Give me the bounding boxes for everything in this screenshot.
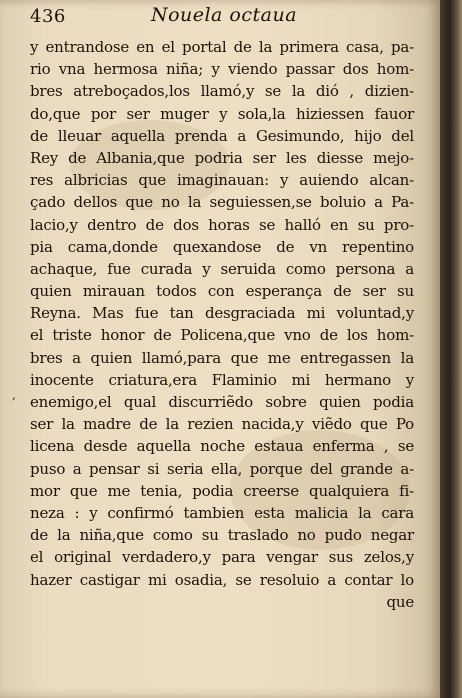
text-line: quien mirauan todos con esperança de ser su [30,282,414,301]
text-line: bres a quien llamó,para que me entregassen la [30,348,414,367]
margin-mark: , [12,388,16,402]
text-line: pia cama,donde quexandose de vn repentino [30,237,414,256]
text-line: Rey de Albania,que podria ser les diesse mejo- [30,148,414,167]
text-line: do,que por ser muger y sola,la hiziessen fauor [30,104,414,123]
text-line: Reyna. Mas fue tan desgraciada mi voluntad,y [30,304,414,323]
body-text [30,36,414,613]
text-line: hazer castigar mi osadia, se resoluio a contar lo [30,570,414,589]
text-line: y entrandose en el portal de la primera casa, pa- [30,38,414,56]
text-line: achaque, fue curada y seruida como persona a [30,259,414,278]
text-line: res albricias que imaginauan: y auiendo alcan- [30,171,414,190]
page-number: 436 [30,6,66,27]
text-line: el original verdadero,y para vengar sus zelos,y [30,548,414,567]
text-line: rio vna hermosa niña; y viendo passar dos hom- [30,60,414,79]
text-line: neza : y confirmó tambien esta malicia la cara [30,503,414,522]
text-line: mor que me tenia, podia creerse qualquiera fi- [30,481,414,500]
text-line: de lleuar aquella prenda a Gesimundo, hijo del [30,126,414,145]
text-line: lacio,y dentro de dos horas se halló en su pro- [30,215,414,234]
text-line: puso a pensar si seria ella, porque del grande a- [30,459,414,478]
catchword: que [386,592,414,611]
book-gutter [440,0,462,698]
page-header [30,4,418,30]
text-line: el triste honor de Policena,que vno de los hom- [30,326,414,345]
text-line: licena desde aquella noche estaua enferma , se [30,437,414,456]
text-line: çado dellos que no la seguiessen,se boluio a Pa- [30,193,414,212]
text-line: enemigo,el qual discurriẽdo sobre quien podia [30,393,414,411]
running-head: Nouela octaua [150,4,298,26]
text-line: ser la madre de la rezien nacida,y viẽdo que Po [30,415,414,434]
text-line: de la niña,que como su traslado no pudo negar [30,526,414,545]
text-line: bres atreboçados,los llamó,y se la dió , dizien- [30,82,414,101]
text-line: inocente criatura,era Flaminio mi hermano y [30,370,414,389]
